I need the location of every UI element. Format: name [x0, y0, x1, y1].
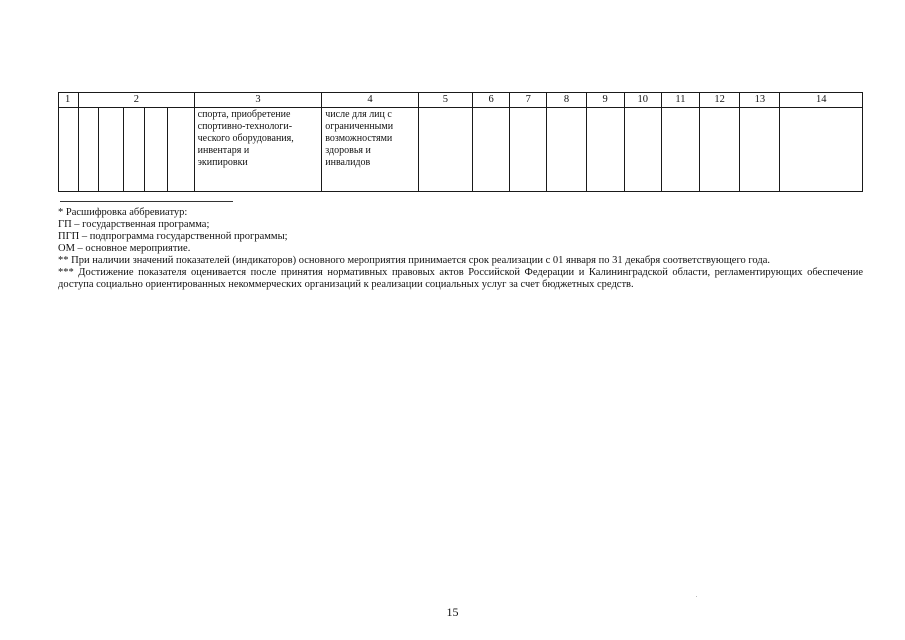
table-cell	[418, 108, 472, 192]
cell-text-col4: числе для лиц с ограниченными возможностями здоровья и инвалидов	[325, 109, 394, 168]
table-cell	[99, 108, 124, 192]
indicators-table	[58, 92, 863, 192]
footnote-gp: ГП – государственная программа;	[58, 219, 210, 230]
table-cell	[145, 108, 167, 192]
footnote-pgp: ПГП – подпрограмма государственной программы;	[58, 231, 288, 242]
column-header-10: 10	[624, 93, 661, 108]
table-cell	[124, 108, 145, 192]
page-number: 15	[446, 605, 459, 619]
table-cell	[167, 108, 194, 192]
column-header-5: 5	[418, 93, 472, 108]
table-cell	[473, 108, 510, 192]
column-header-3: 3	[194, 93, 322, 108]
table-cell	[740, 108, 780, 192]
table-header-row	[59, 93, 863, 108]
column-header-1: 1	[59, 93, 79, 108]
table-row	[59, 108, 863, 192]
column-header-12: 12	[700, 93, 740, 108]
table-cell	[59, 108, 79, 192]
scan-speck	[696, 596, 697, 597]
table-cell	[700, 108, 740, 192]
table-cell	[510, 108, 547, 192]
table-cell-col4	[322, 108, 418, 192]
column-header-4: 4	[322, 93, 418, 108]
footnote-divider	[60, 201, 233, 202]
column-header-6: 6	[473, 93, 510, 108]
table-cell-col3	[194, 108, 322, 192]
footnotes	[58, 207, 863, 291]
column-header-9: 9	[586, 93, 624, 108]
table-cell	[586, 108, 624, 192]
table-cell	[547, 108, 586, 192]
footnote-abbreviations-title: * Расшифровка аббревиатур:	[58, 207, 188, 218]
column-header-14: 14	[780, 93, 863, 108]
footnote-om: ОМ – основное мероприятие.	[58, 243, 191, 254]
column-header-11: 11	[661, 93, 699, 108]
footnote-double-asterisk: ** При наличии значений показателей (индикаторов) основного мероприятия принимается срок реализации с 01 января по 31 декабря соответствующего года.	[58, 255, 770, 266]
table-cell	[661, 108, 699, 192]
cell-text-col3: спорта, приобретение спортивно-технологи- ческого оборудования, инвентаря и экипировки	[197, 109, 294, 168]
footnote-triple-asterisk: *** Достижение показателя оценивается после принятия нормативных правовых актов Российской Федерации и Калининградской области, регламентирующих обеспечение доступа социально ориентированных некоммерческих организаций к реализации социальных услуг за счет бюджетных средств.	[58, 267, 863, 290]
column-header-8: 8	[547, 93, 586, 108]
table-cell	[79, 108, 99, 192]
column-header-2: 2	[79, 93, 195, 108]
table-cell	[624, 108, 661, 192]
table-cell	[780, 108, 863, 192]
column-header-7: 7	[510, 93, 547, 108]
column-header-13: 13	[740, 93, 780, 108]
